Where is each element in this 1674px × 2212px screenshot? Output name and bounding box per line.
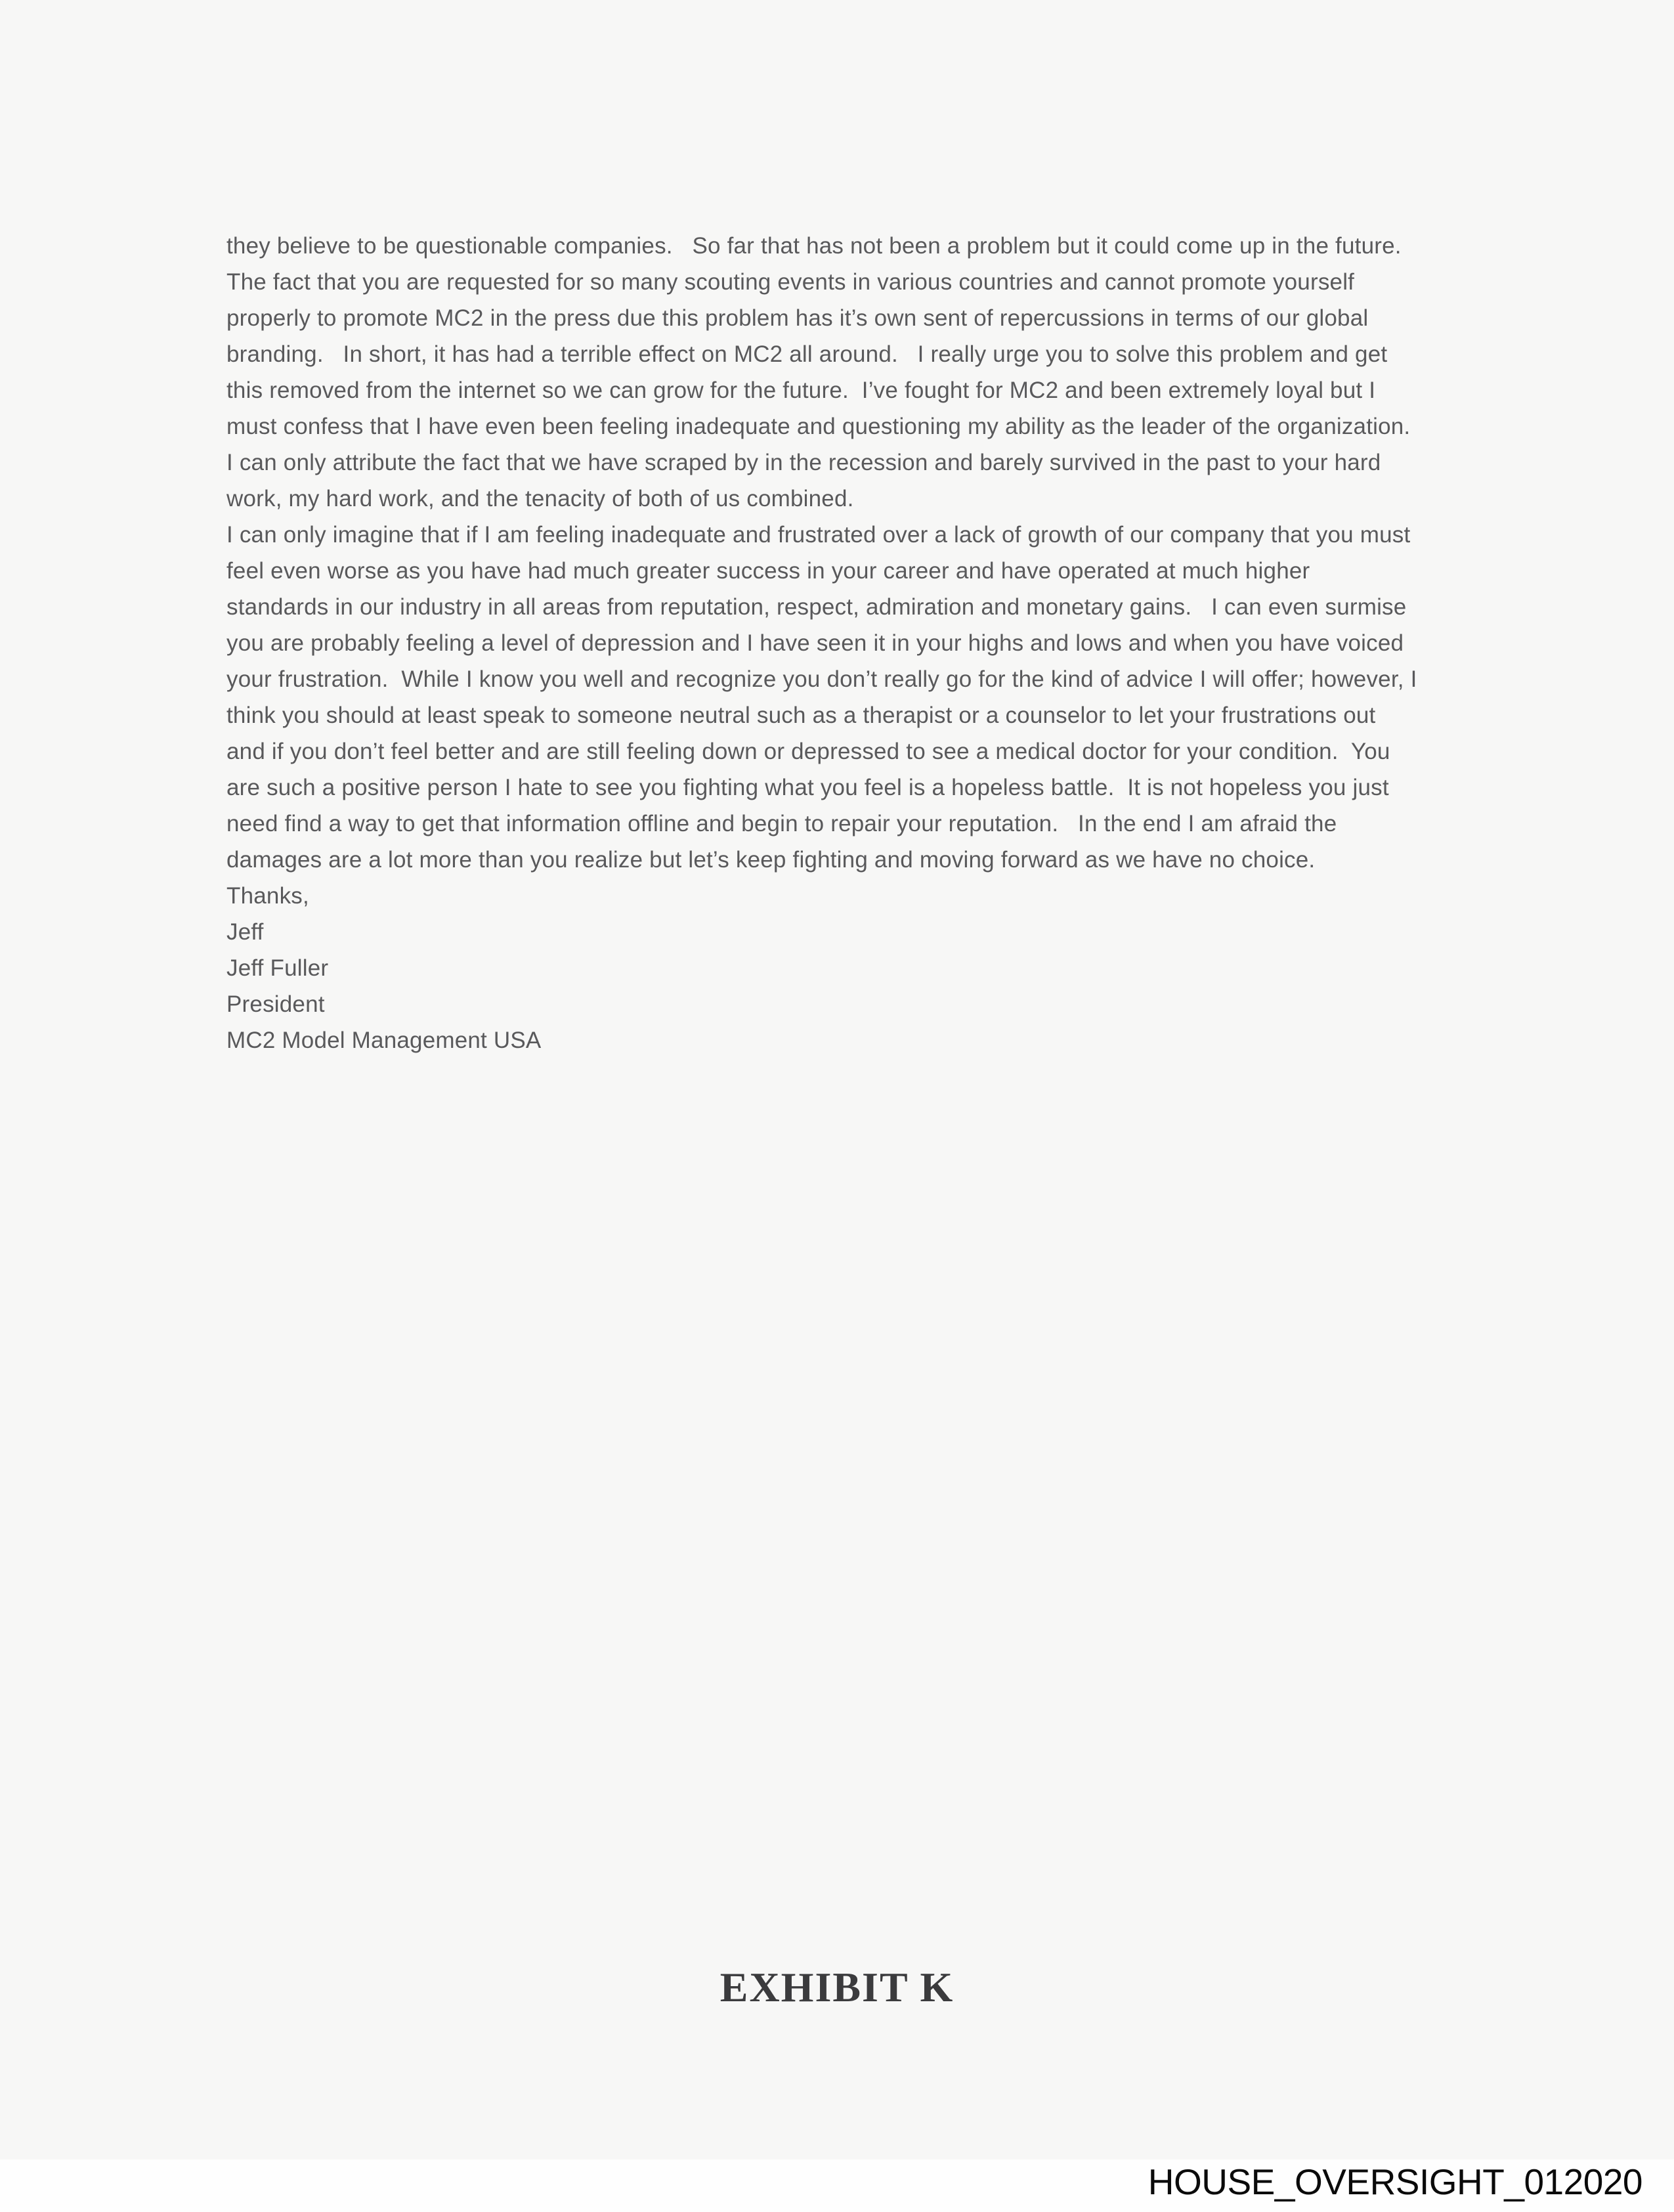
- letter-paragraph: I can only imagine that if I am feeling inadequate and frustrated over a lack of growth of our company that you must feel even worse as you have had much greater success in your career and have operated at much higher standards in our industry in all areas from reputation, respect, admiration and monetary gains. I can even surmise you are probably feeling a level of depression and I have seen it in your highs and lows and when you have voiced your frustration. While I know you well and recognize you don’t really go for the kind of advice I will offer; however, I think you should at least speak to someone neutral such as a therapist or a counselor to let your frustrations out and if you don’t feel better and are still feeling down or depressed to see a medical doctor for your condition. You are such a positive person I hate to see you fighting what you feel is a hopeless battle. It is not hopeless you just need find a way to get that information offline and begin to repair your reputation. In the end I am afraid the damages are a lot more than you realize but let’s keep fighting and moving forward as we have no choice.: [226, 522, 1424, 873]
- signer-company: MC2 Model Management USA: [226, 1028, 542, 1053]
- signature-name: Jeff: [226, 919, 264, 945]
- signer-title: President: [226, 991, 325, 1017]
- letter-paragraph: they believe to be questionable companies. So far that has not been a problem but it could come up in the future.: [226, 233, 1402, 259]
- signer-full-name: Jeff Fuller: [226, 955, 329, 981]
- letter-body: [226, 228, 1430, 1058]
- letter-closing: Thanks,: [226, 883, 309, 909]
- exhibit-label: EXHIBIT K: [719, 1964, 955, 2010]
- letter-paragraph: The fact that you are requested for so many scouting events in various countries and cannot promote yourself properly to promote MC2 in the press due this problem has it’s own sent of repercussions in terms of our global branding. In short, it has had a terrible effect on MC2 all around. I really urge you to solve this problem and get this removed from the internet so we can grow for the future. I’ve fought for MC2 and been extremely loyal but I must confess that I have even been feeling inadequate and questioning my ability as the leader of the organization. I can only attribute the fact that we have scraped by in the recession and barely survived in the past to your hard work, my hard work, and the tenacity of both of us combined.: [226, 269, 1430, 511]
- bates-number: HOUSE_OVERSIGHT_012020: [1148, 2161, 1642, 2202]
